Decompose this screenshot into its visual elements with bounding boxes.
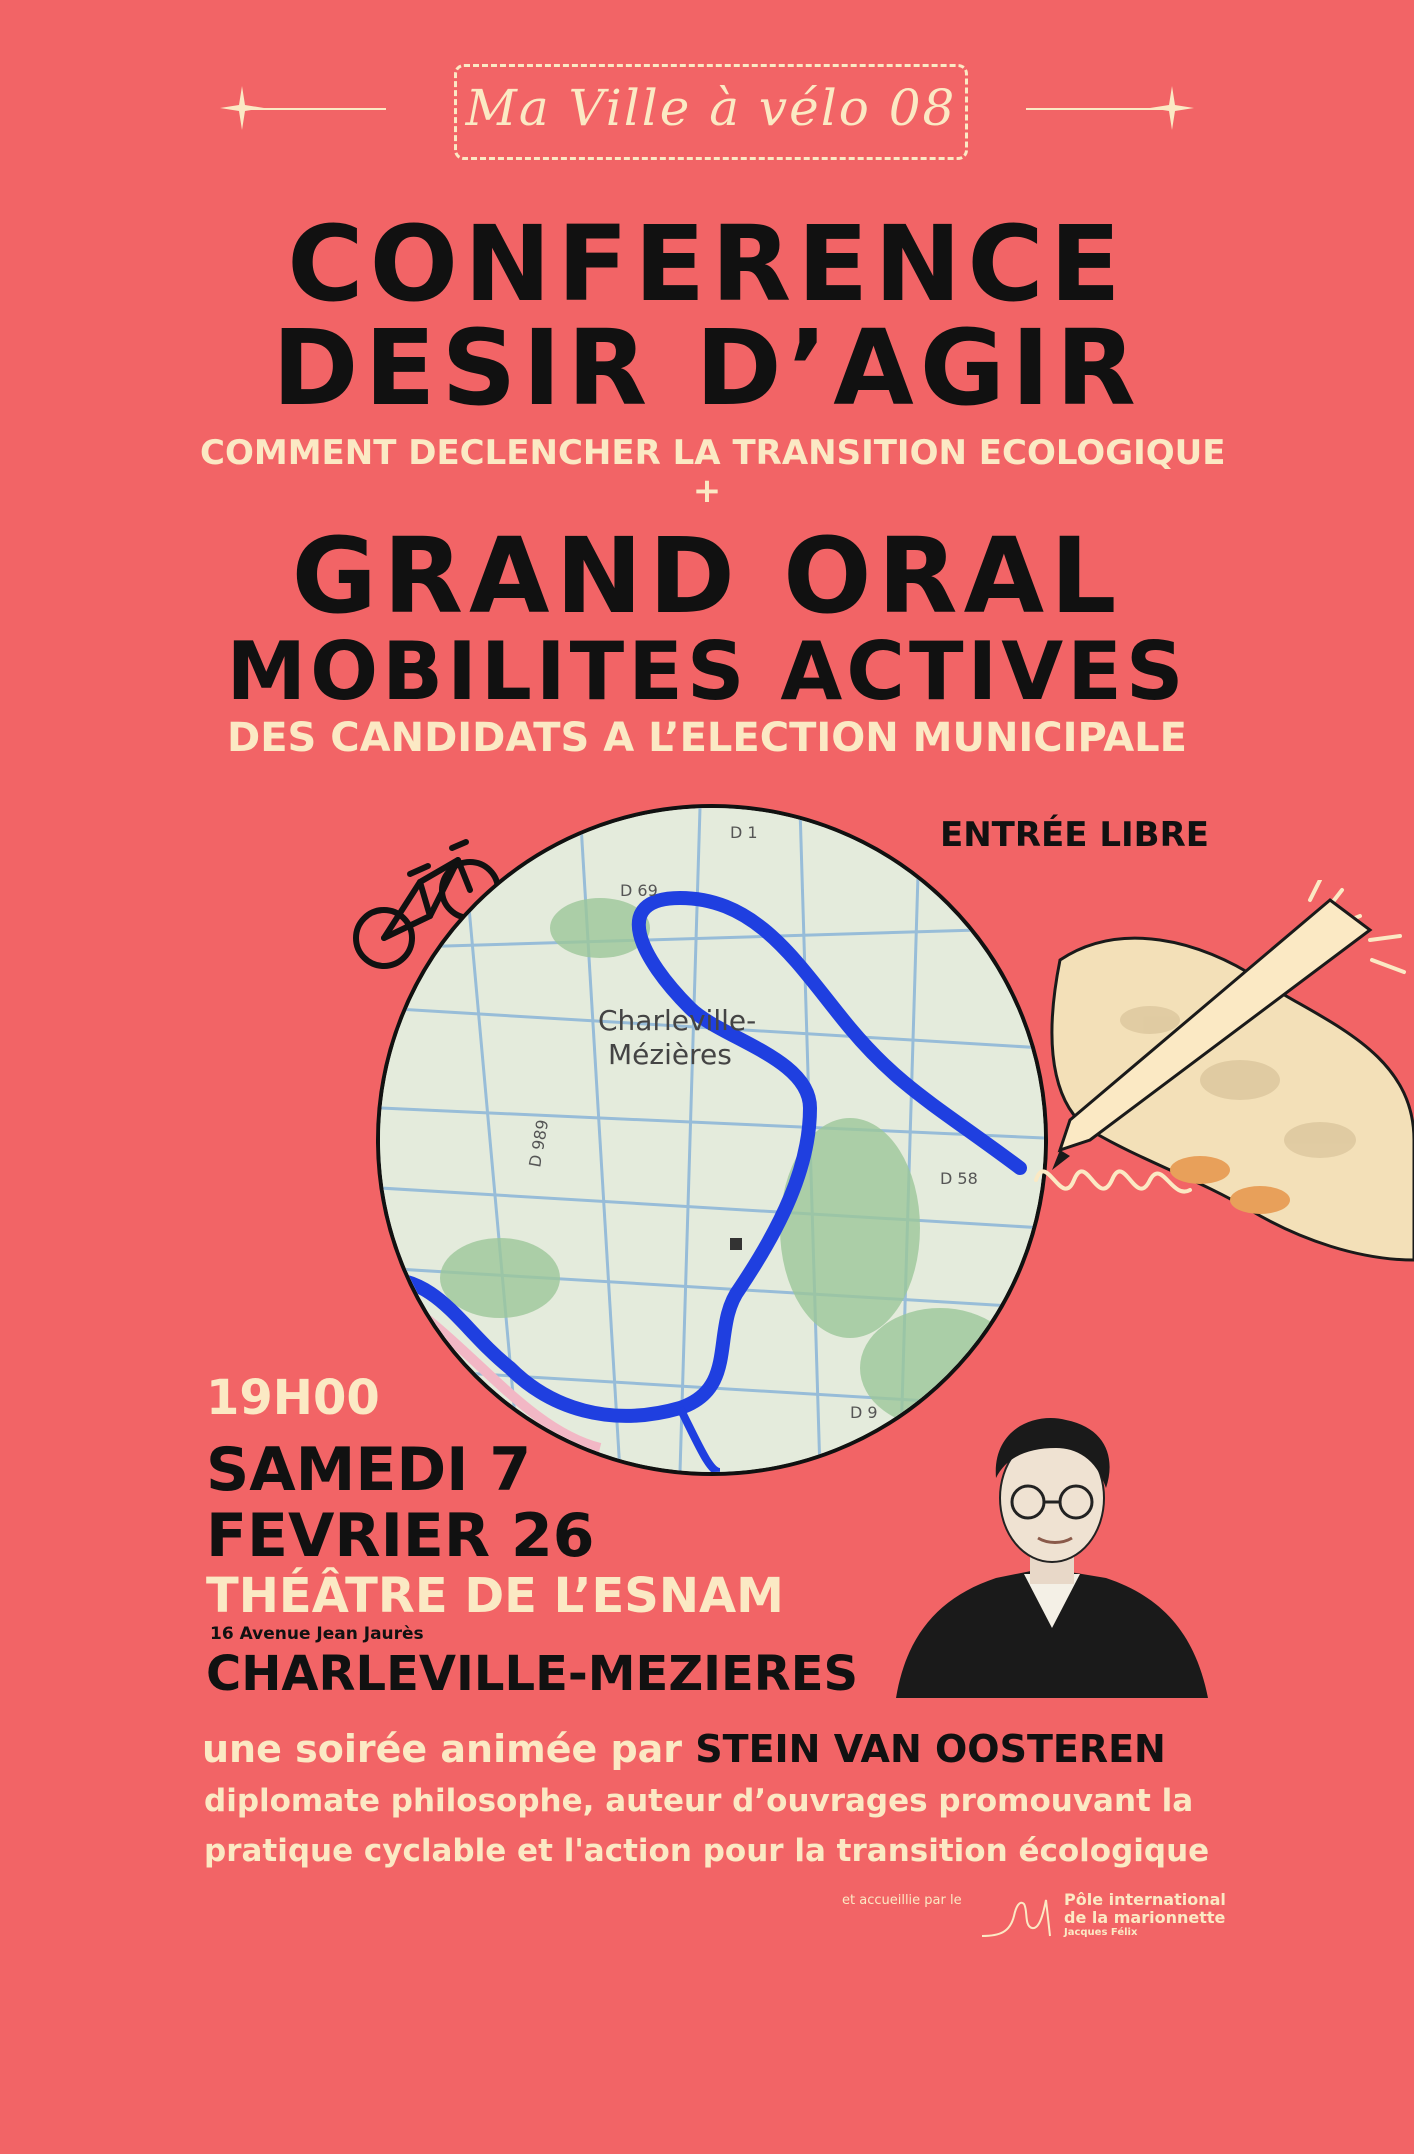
host-bio-line1: diplomate philosophe, auteur d’ouvrages promouvant la bbox=[204, 1783, 1194, 1819]
city-map bbox=[376, 804, 1048, 1476]
map-road-label: D 58 bbox=[940, 1169, 978, 1188]
host-intro: une soirée animée par bbox=[202, 1727, 683, 1771]
marionnette-logo-icon bbox=[980, 1896, 1058, 1940]
event-venue: THÉÂTRE DE L’ESNAM bbox=[206, 1568, 784, 1624]
subtitle-transition: COMMENT DECLENCHER LA TRANSITION ECOLOGIQUE bbox=[200, 433, 1226, 473]
event-address: 16 Avenue Jean Jaurès bbox=[210, 1624, 424, 1644]
map-graphic bbox=[380, 808, 1044, 1472]
map-city-label: Mézières bbox=[608, 1038, 732, 1071]
partner-name-line3: Jacques Félix bbox=[1064, 1927, 1138, 1938]
partner-name-line1: Pôle international bbox=[1064, 1890, 1226, 1909]
sparkle-icon bbox=[220, 86, 264, 130]
brand-logo-text: Ma Ville à vélo 08 bbox=[465, 79, 957, 137]
free-entry-label: ENTRÉE LIBRE bbox=[940, 815, 1209, 855]
map-city-label: Charleville- bbox=[598, 1004, 757, 1037]
speaker-photo bbox=[896, 1398, 1208, 1698]
event-time: 19H00 bbox=[206, 1370, 380, 1426]
partner-name-line2: de la marionnette bbox=[1064, 1908, 1226, 1927]
map-road-label: D 9 bbox=[850, 1403, 878, 1422]
title-desir-dagir: DESIR D’AGIR bbox=[272, 307, 1142, 429]
map-road-label: D 989 bbox=[525, 1118, 553, 1169]
partner-logo bbox=[980, 1890, 1226, 1944]
map-road-label: D 69 bbox=[620, 881, 658, 900]
plus-sign: + bbox=[692, 471, 722, 511]
brand-logo bbox=[454, 64, 968, 160]
subtitle-candidats: DES CANDIDATS A L’ELECTION MUNICIPALE bbox=[227, 715, 1187, 761]
title-grand-oral: GRAND ORAL bbox=[291, 515, 1123, 637]
hand-drawing-illustration bbox=[1000, 880, 1414, 1320]
title-mobilites-actives: MOBILITES ACTIVES bbox=[226, 625, 1188, 718]
sparkle-icon bbox=[1150, 86, 1194, 130]
host-bio-line2: pratique cyclable et l'action pour la transition écologique bbox=[204, 1833, 1210, 1869]
title-conference: CONFERENCE bbox=[287, 203, 1127, 325]
event-date-line1: SAMEDI 7 bbox=[206, 1435, 532, 1505]
event-city: CHARLEVILLE-MEZIERES bbox=[206, 1646, 859, 1702]
hosted-by-label: et accueillie par le bbox=[842, 1893, 962, 1908]
event-date-line2: FEVRIER 26 bbox=[206, 1501, 595, 1571]
host-name: STEIN VAN OOSTEREN bbox=[695, 1727, 1166, 1771]
map-road-label: D 1 bbox=[730, 823, 758, 842]
